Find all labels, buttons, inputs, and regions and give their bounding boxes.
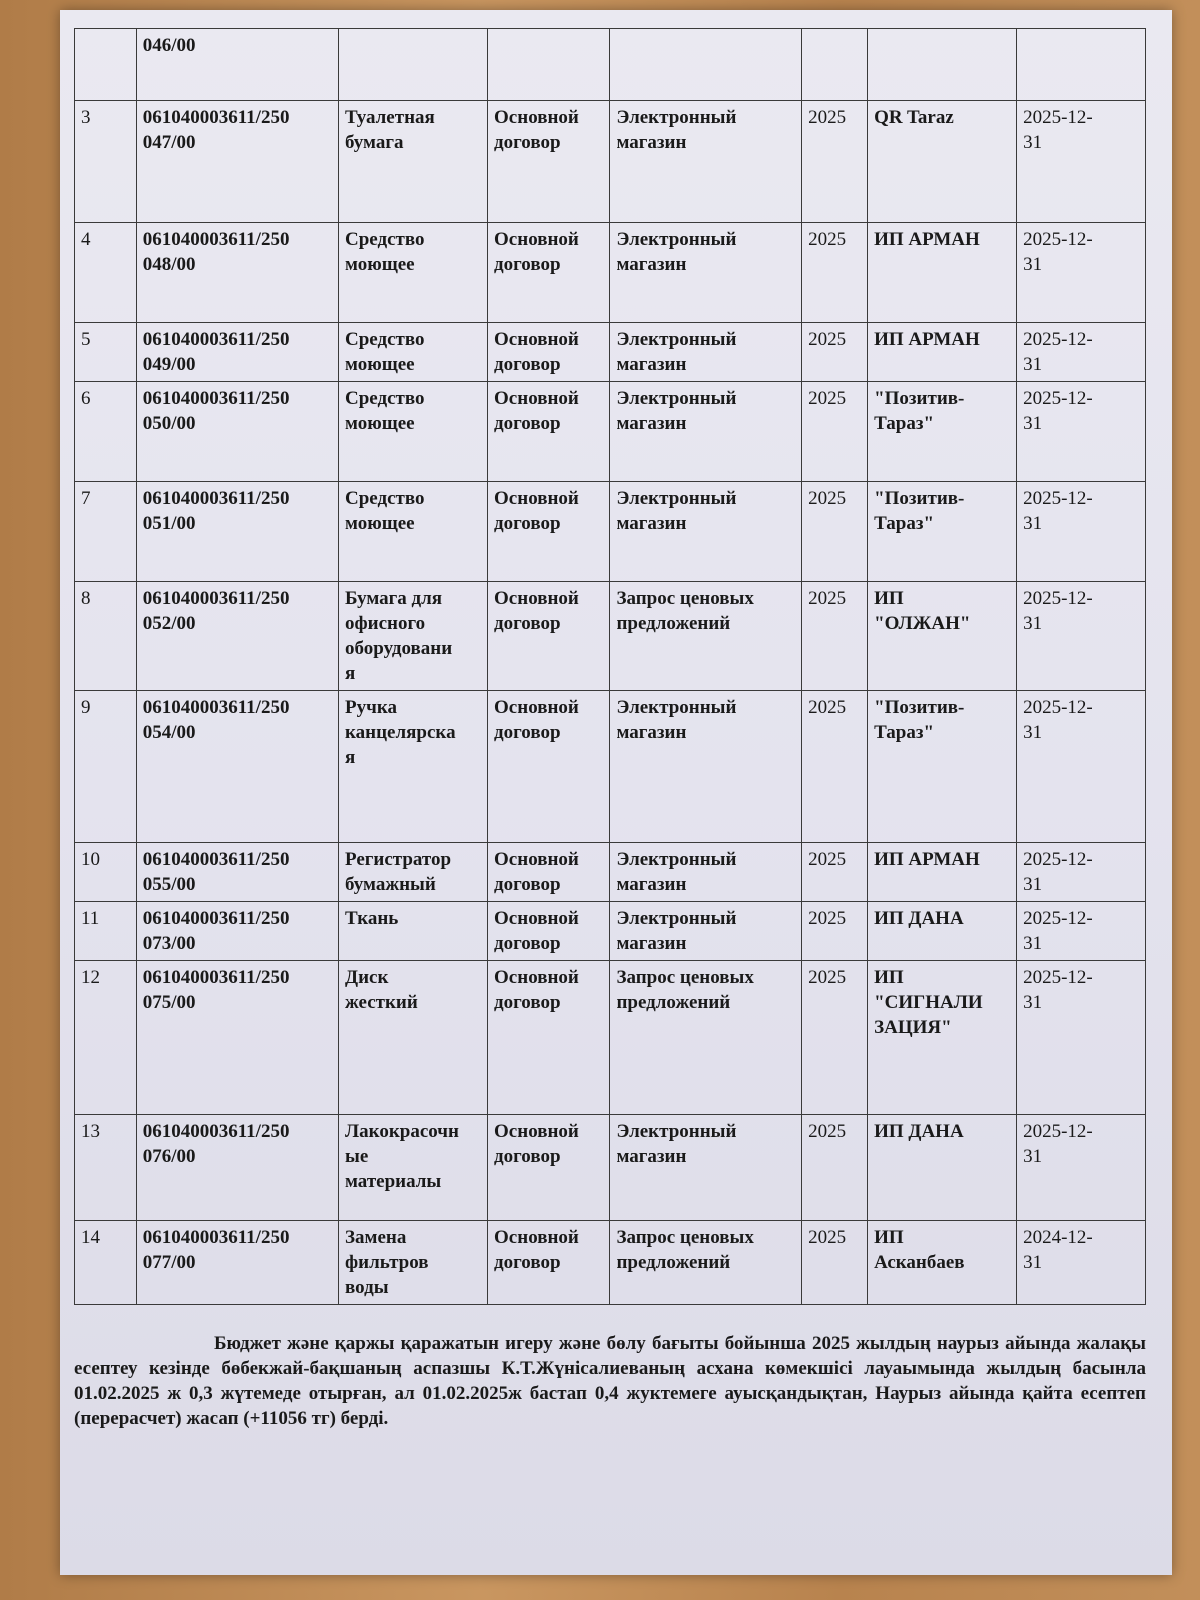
cell-item-name-line: бумажный: [345, 874, 436, 895]
cell-contract-id-line: 046/00: [142, 35, 196, 56]
cell-contract-id: [136, 1221, 338, 1305]
cell-contract-type: [488, 582, 610, 691]
cell-procurement-method: [610, 101, 802, 223]
cell-contract-id-line: 061040003611/250: [142, 107, 290, 128]
cell-supplier: [868, 101, 1017, 223]
cell-procurement-method-line: магазин: [616, 254, 687, 275]
cell-contract-type-line: договор: [494, 874, 561, 895]
cell-supplier-line: QR Taraz: [874, 107, 954, 128]
cell-item-name: [339, 482, 488, 582]
cell-contract-type: [488, 223, 610, 323]
cell-contract-id-line: 054/00: [142, 722, 196, 743]
cell-contract-type-line: Основной: [494, 329, 579, 350]
cell-contract-id-line: 075/00: [142, 992, 196, 1013]
cell-item-name-line: Средство: [345, 229, 425, 250]
cell-supplier-line: Асканбаев: [874, 1252, 965, 1273]
cell-item-name-line: я: [345, 747, 356, 768]
cell-contract-id: [136, 101, 338, 223]
table-row: [75, 582, 1146, 691]
cell-item-name-line: Средство: [345, 329, 425, 350]
cell-contract-id-line: 061040003611/250: [142, 229, 290, 250]
cell-end-date: [1017, 961, 1146, 1115]
cell-end-date: [1017, 382, 1146, 482]
table-row: [75, 902, 1146, 961]
cell-item-name-line: Средство: [345, 388, 425, 409]
cell-procurement-method-line: Запрос ценовых: [616, 967, 754, 988]
cell-item-name-line: Регистратор: [345, 849, 452, 870]
cell-procurement-method: [610, 29, 802, 101]
cell-year: 2025: [802, 323, 868, 382]
cell-procurement-method-line: Электронный: [616, 908, 737, 929]
table-row: [75, 382, 1146, 482]
cell-supplier-line: ИП: [874, 967, 904, 988]
cell-procurement-method-line: Запрос ценовых: [616, 588, 754, 609]
table-row: [75, 29, 1146, 101]
cell-end-date-line: 31: [1023, 933, 1043, 954]
cell-end-date: [1017, 29, 1146, 101]
procurement-table: [74, 28, 1146, 1305]
cell-item-name-line: моющее: [345, 513, 415, 534]
cell-contract-id-line: 052/00: [142, 613, 196, 634]
cell-contract-type-line: Основной: [494, 1121, 579, 1142]
cell-year: 2025: [802, 843, 868, 902]
cell-contract-type-line: договор: [494, 722, 561, 743]
cell-supplier: [868, 223, 1017, 323]
cell-contract-id: [136, 1115, 338, 1221]
cell-item-name-line: фильтров: [345, 1252, 429, 1273]
cell-item-name-line: воды: [345, 1277, 389, 1298]
cell-procurement-method-line: магазин: [616, 874, 687, 895]
table-body: [75, 29, 1146, 1305]
table-row: [75, 843, 1146, 902]
cell-procurement-method-line: Электронный: [616, 1121, 737, 1142]
cell-contract-type-line: Основной: [494, 908, 579, 929]
cell-contract-type: [488, 961, 610, 1115]
cell-contract-type-line: Основной: [494, 697, 579, 718]
cell-supplier-line: "Позитив-: [874, 697, 965, 718]
cell-procurement-method: [610, 1115, 802, 1221]
cell-end-date: [1017, 902, 1146, 961]
cell-contract-id-line: 061040003611/250: [142, 388, 290, 409]
cell-contract-type-line: Основной: [494, 388, 579, 409]
cell-end-date: [1017, 1115, 1146, 1221]
cell-supplier: [868, 1221, 1017, 1305]
cell-contract-id: [136, 323, 338, 382]
cell-number: 10: [75, 843, 137, 902]
cell-supplier-line: Тараз": [874, 513, 935, 534]
cell-item-name: [339, 223, 488, 323]
cell-supplier-line: ИП АРМАН: [874, 329, 980, 350]
cell-procurement-method-line: Электронный: [616, 229, 737, 250]
cell-item-name-line: Бумага для: [345, 588, 443, 609]
cell-contract-id-line: 076/00: [142, 1146, 196, 1167]
cell-contract-id: [136, 29, 338, 101]
cell-item-name: [339, 101, 488, 223]
cell-year: 2025: [802, 691, 868, 843]
cell-supplier: [868, 323, 1017, 382]
cell-procurement-method: [610, 902, 802, 961]
cell-contract-type: [488, 843, 610, 902]
cell-contract-id: [136, 961, 338, 1115]
cell-supplier-line: ИП ДАНА: [874, 1121, 964, 1142]
cell-contract-id: [136, 482, 338, 582]
cell-year: 2025: [802, 961, 868, 1115]
cell-contract-type-line: Основной: [494, 488, 579, 509]
cell-number: 9: [75, 691, 137, 843]
cell-item-name: [339, 961, 488, 1115]
cell-contract-type: [488, 1115, 610, 1221]
cell-contract-id: [136, 691, 338, 843]
cell-number: 13: [75, 1115, 137, 1221]
cell-end-date-line: 2024-12-: [1023, 1227, 1093, 1248]
cell-procurement-method: [610, 691, 802, 843]
cell-contract-type: [488, 691, 610, 843]
cell-end-date-line: 2025-12-: [1023, 488, 1093, 509]
table-row: [75, 223, 1146, 323]
cell-item-name: [339, 323, 488, 382]
cell-number: 7: [75, 482, 137, 582]
cell-item-name-line: я: [345, 663, 356, 684]
cell-end-date-line: 31: [1023, 254, 1043, 275]
cell-end-date-line: 2025-12-: [1023, 388, 1093, 409]
cell-procurement-method: [610, 961, 802, 1115]
cell-end-date-line: 31: [1023, 874, 1043, 895]
cell-end-date: [1017, 582, 1146, 691]
cell-contract-type-line: Основной: [494, 107, 579, 128]
cell-year: 2025: [802, 582, 868, 691]
cell-end-date-line: 2025-12-: [1023, 588, 1093, 609]
cell-item-name-line: канцелярска: [345, 722, 456, 743]
cell-item-name: [339, 1221, 488, 1305]
cell-contract-type-line: Основной: [494, 967, 579, 988]
cell-number: 8: [75, 582, 137, 691]
cell-contract-id: [136, 223, 338, 323]
cell-contract-id-line: 048/00: [142, 254, 196, 275]
cell-procurement-method-line: магазин: [616, 722, 687, 743]
cell-contract-id-line: 061040003611/250: [142, 588, 290, 609]
cell-procurement-method-line: Электронный: [616, 697, 737, 718]
document-page: [60, 10, 1172, 1575]
cell-procurement-method-line: магазин: [616, 1146, 687, 1167]
cell-supplier: [868, 29, 1017, 101]
cell-end-date-line: 31: [1023, 1252, 1043, 1273]
cell-contract-id: [136, 382, 338, 482]
table-row: [75, 691, 1146, 843]
cell-contract-id-line: 051/00: [142, 513, 196, 534]
cell-number: 11: [75, 902, 137, 961]
cell-end-date-line: 31: [1023, 722, 1043, 743]
cell-contract-type-line: Основной: [494, 1227, 579, 1248]
cell-contract-type: [488, 101, 610, 223]
cell-supplier-line: "Позитив-: [874, 388, 965, 409]
cell-end-date-line: 31: [1023, 513, 1043, 534]
cell-contract-id-line: 061040003611/250: [142, 329, 290, 350]
cell-end-date-line: 31: [1023, 1146, 1043, 1167]
cell-end-date-line: 2025-12-: [1023, 1121, 1093, 1142]
cell-item-name-line: Замена: [345, 1227, 407, 1248]
cell-item-name-line: Лакокрасочн: [345, 1121, 459, 1142]
cell-supplier: [868, 843, 1017, 902]
cell-supplier: [868, 1115, 1017, 1221]
cell-contract-type: [488, 382, 610, 482]
cell-year: 2025: [802, 1115, 868, 1221]
cell-item-name-line: Туалетная: [345, 107, 435, 128]
cell-procurement-method: [610, 843, 802, 902]
cell-item-name: [339, 902, 488, 961]
cell-supplier-line: Тараз": [874, 722, 935, 743]
cell-supplier-line: ИП АРМАН: [874, 229, 980, 250]
cell-contract-id: [136, 582, 338, 691]
cell-end-date-line: 2025-12-: [1023, 697, 1093, 718]
cell-item-name-line: жесткий: [345, 992, 418, 1013]
table-row: [75, 961, 1146, 1115]
cell-end-date: [1017, 691, 1146, 843]
cell-end-date: [1017, 323, 1146, 382]
cell-number: [75, 29, 137, 101]
cell-end-date: [1017, 223, 1146, 323]
cell-contract-type: [488, 902, 610, 961]
cell-procurement-method-line: магазин: [616, 132, 687, 153]
cell-contract-type: [488, 29, 610, 101]
cell-procurement-method-line: предложений: [616, 613, 731, 634]
cell-year: 2025: [802, 902, 868, 961]
table-row: [75, 101, 1146, 223]
cell-supplier-line: ИП ДАНА: [874, 908, 964, 929]
cell-contract-type-line: договор: [494, 254, 561, 275]
cell-contract-type: [488, 482, 610, 582]
cell-number: 12: [75, 961, 137, 1115]
cell-contract-id-line: 061040003611/250: [142, 697, 290, 718]
cell-end-date-line: 31: [1023, 613, 1043, 634]
cell-end-date-line: 31: [1023, 354, 1043, 375]
cell-procurement-method-line: магазин: [616, 513, 687, 534]
cell-number: 6: [75, 382, 137, 482]
cell-contract-id-line: 061040003611/250: [142, 1227, 290, 1248]
cell-contract-id: [136, 843, 338, 902]
cell-contract-type-line: договор: [494, 992, 561, 1013]
cell-contract-type-line: Основной: [494, 588, 579, 609]
cell-procurement-method: [610, 382, 802, 482]
cell-supplier: [868, 691, 1017, 843]
cell-contract-id-line: 049/00: [142, 354, 196, 375]
cell-end-date-line: 2025-12-: [1023, 229, 1093, 250]
cell-contract-id-line: 050/00: [142, 413, 196, 434]
cell-end-date-line: 2025-12-: [1023, 849, 1093, 870]
cell-procurement-method-line: Электронный: [616, 107, 737, 128]
cell-item-name-line: Средство: [345, 488, 425, 509]
cell-supplier-line: "СИГНАЛИ: [874, 992, 983, 1013]
cell-item-name: [339, 691, 488, 843]
note-paragraph: Бюджет және қаржы қаражатын игеру және бөлу бағыты бойынша 2025 жылдың наурыз айында жалақы есептеу кезінде бөбекжай-бақшаның аспазшы К.Т.Жүнісалиеваның асхана көмекшісі лауаымында жылдың басынла 01.02.2025 ж 0,3 жүтемеде отырған, ал 01.02.2025ж бастап 0,4 жуктемеге ауысқандықтан, Наурыз айында қайта есептеп (перерасчет) жасап (+11056 тг) берді.: [74, 1333, 1146, 1429]
cell-contract-type-line: договор: [494, 1252, 561, 1273]
table-row: [75, 323, 1146, 382]
cell-number: 4: [75, 223, 137, 323]
cell-supplier-line: "Позитив-: [874, 488, 965, 509]
cell-contract-type-line: договор: [494, 132, 561, 153]
cell-procurement-method: [610, 482, 802, 582]
cell-contract-id-line: 061040003611/250: [142, 908, 290, 929]
cell-number: 3: [75, 101, 137, 223]
cell-contract-type-line: Основной: [494, 229, 579, 250]
cell-supplier: [868, 382, 1017, 482]
cell-contract-type-line: договор: [494, 933, 561, 954]
cell-procurement-method-line: Электронный: [616, 329, 737, 350]
cell-end-date: [1017, 843, 1146, 902]
cell-end-date-line: 2025-12-: [1023, 908, 1093, 929]
cell-end-date-line: 31: [1023, 992, 1043, 1013]
cell-contract-id: [136, 902, 338, 961]
cell-item-name: [339, 582, 488, 691]
cell-number: 14: [75, 1221, 137, 1305]
cell-contract-type: [488, 1221, 610, 1305]
cell-supplier-line: "ОЛЖАН": [874, 613, 971, 634]
cell-year: [802, 29, 868, 101]
cell-supplier-line: ИП: [874, 588, 904, 609]
cell-year: 2025: [802, 1221, 868, 1305]
cell-contract-type: [488, 323, 610, 382]
cell-supplier: [868, 582, 1017, 691]
cell-procurement-method-line: предложений: [616, 992, 731, 1013]
cell-contract-id-line: 061040003611/250: [142, 967, 290, 988]
cell-item-name: [339, 1115, 488, 1221]
cell-procurement-method: [610, 323, 802, 382]
cell-end-date-line: 2025-12-: [1023, 967, 1093, 988]
cell-year: 2025: [802, 101, 868, 223]
cell-year: 2025: [802, 482, 868, 582]
cell-end-date-line: 2025-12-: [1023, 329, 1093, 350]
cell-procurement-method-line: магазин: [616, 933, 687, 954]
cell-end-date-line: 31: [1023, 413, 1043, 434]
table-row: [75, 1221, 1146, 1305]
cell-contract-type-line: договор: [494, 513, 561, 534]
cell-procurement-method-line: магазин: [616, 354, 687, 375]
cell-item-name-line: бумага: [345, 132, 404, 153]
cell-contract-id-line: 061040003611/250: [142, 849, 290, 870]
cell-item-name: [339, 29, 488, 101]
cell-item-name-line: моющее: [345, 413, 415, 434]
cell-procurement-method: [610, 582, 802, 691]
cell-item-name-line: ые: [345, 1146, 369, 1167]
cell-item-name-line: моющее: [345, 354, 415, 375]
cell-procurement-method-line: магазин: [616, 413, 687, 434]
cell-procurement-method-line: предложений: [616, 1252, 731, 1273]
cell-number: 5: [75, 323, 137, 382]
cell-contract-id-line: 073/00: [142, 933, 196, 954]
cell-contract-id-line: 055/00: [142, 874, 196, 895]
cell-item-name: [339, 843, 488, 902]
cell-item-name-line: Диск: [345, 967, 389, 988]
cell-contract-id-line: 047/00: [142, 132, 196, 153]
cell-procurement-method: [610, 1221, 802, 1305]
cell-contract-type-line: договор: [494, 354, 561, 375]
cell-procurement-method-line: Запрос ценовых: [616, 1227, 754, 1248]
cell-procurement-method-line: Электронный: [616, 488, 737, 509]
cell-contract-id-line: 061040003611/250: [142, 1121, 290, 1142]
cell-item-name-line: Ткань: [345, 908, 399, 929]
cell-item-name-line: оборудовани: [345, 638, 453, 659]
cell-contract-id-line: 077/00: [142, 1252, 196, 1273]
cell-end-date-line: 31: [1023, 132, 1043, 153]
cell-item-name-line: материалы: [345, 1171, 442, 1192]
cell-supplier-line: ЗАЦИЯ": [874, 1017, 952, 1038]
cell-end-date: [1017, 101, 1146, 223]
table-row: [75, 1115, 1146, 1221]
cell-item-name-line: офисного: [345, 613, 426, 634]
cell-item-name-line: Ручка: [345, 697, 397, 718]
cell-contract-type-line: договор: [494, 613, 561, 634]
cell-item-name-line: моющее: [345, 254, 415, 275]
cell-supplier-line: ИП: [874, 1227, 904, 1248]
cell-contract-type-line: договор: [494, 413, 561, 434]
cell-item-name: [339, 382, 488, 482]
cell-supplier-line: ИП АРМАН: [874, 849, 980, 870]
table-row: [75, 482, 1146, 582]
cell-year: 2025: [802, 382, 868, 482]
cell-procurement-method: [610, 223, 802, 323]
cell-year: 2025: [802, 223, 868, 323]
cell-procurement-method-line: Электронный: [616, 388, 737, 409]
cell-contract-id-line: 061040003611/250: [142, 488, 290, 509]
cell-contract-type-line: договор: [494, 1146, 561, 1167]
cell-end-date: [1017, 1221, 1146, 1305]
cell-procurement-method-line: Электронный: [616, 849, 737, 870]
cell-supplier: [868, 961, 1017, 1115]
cell-end-date: [1017, 482, 1146, 582]
cell-end-date-line: 2025-12-: [1023, 107, 1093, 128]
cell-supplier-line: Тараз": [874, 413, 935, 434]
cell-contract-type-line: Основной: [494, 849, 579, 870]
cell-supplier: [868, 902, 1017, 961]
cell-supplier: [868, 482, 1017, 582]
